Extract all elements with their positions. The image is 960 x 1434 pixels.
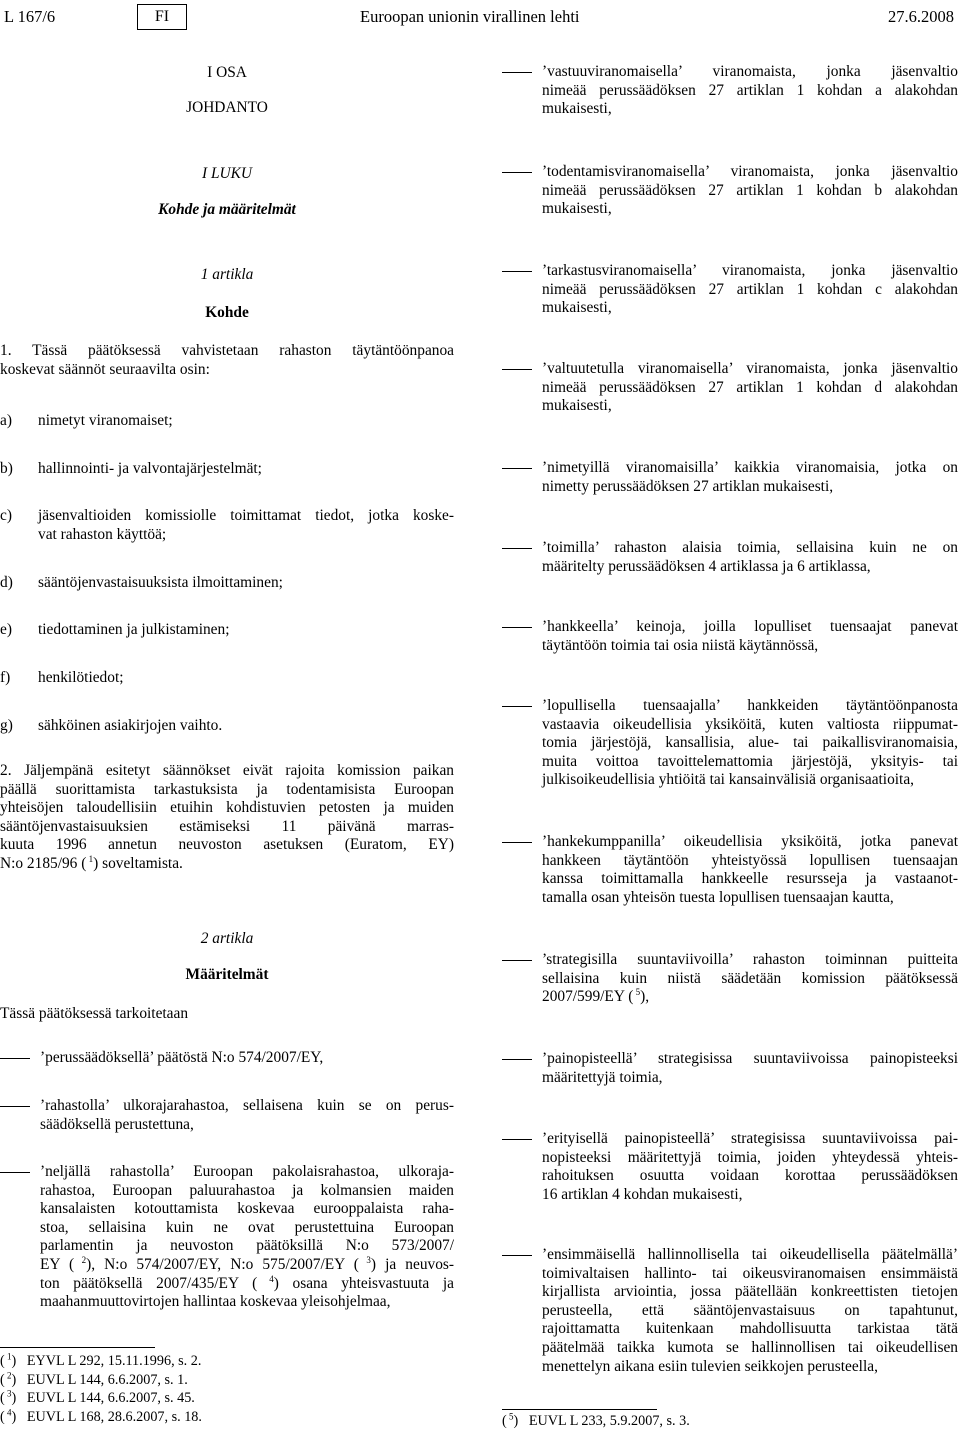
definition-text: ’hankkeella’ keinoja, joilla lopulliset tuensaajat panevat täytäntöön toimia tai osia niistä käytännössä, <box>542 618 958 654</box>
language-code: FI <box>137 4 187 30</box>
list-item-text: hallinnointi- ja valvontajärjestelmät; <box>38 460 262 477</box>
definition-text: ’lopullisella tuensaajalla’ hankkeiden täytäntöönpanosta vastaavia oikeudellisia yksiköitä, kuten valtiosta riippumat- tomia järjestöjä, kansallisia, alue- tai paikallisviranomaisia, muita voittoa tavoittelemattomia järjestöjä, yksityis- tai julkisoikeudellisia yhtiöitä tai kansainvälisiä organisaatioita, <box>542 697 958 789</box>
list-item-label: f) <box>0 669 11 686</box>
footnote: ( $^4$) EUVL L 168, 28.6.2007, s. 18. <box>0 1407 202 1425</box>
dash-bullet <box>502 271 532 272</box>
definition-text: ’erityisellä painopisteellä’ strategisissa suuntaviivoissa pai- nopisteeksi määritettyjä toimia, joiden yhteydessä yhteis- rahoituksen osuutta voidaan korottaa perussäädöksen 16 artiklan 4 kohdan mukaisesti, <box>542 1130 958 1203</box>
list-item-text: jäsenvaltioiden komissiolle toimittamat tiedot, jotka koske- vat rahaston käyttöä; <box>38 507 454 543</box>
part-number: I OSA <box>207 64 247 81</box>
definition-text: ’painopisteellä’ strategisissa suuntaviivoissa painopisteeksi määritettyjä toimia, <box>542 1050 958 1086</box>
chapter-number: I LUKU <box>201 165 253 182</box>
list-item-label: c) <box>0 507 12 524</box>
list-item-text: sääntöjenvastaisuuksista ilmoittaminen; <box>38 574 283 591</box>
dash-bullet <box>502 1059 532 1060</box>
footnote-separator <box>0 1347 155 1348</box>
left-column <box>0 0 454 1434</box>
footnote: ( $^1$) EYVL L 292, 15.11.1996, s. 2. <box>0 1351 202 1369</box>
definition-text: ’strategisilla suuntaviivoilla’ rahaston toiminnan puitteita sellaisina kuin niistä säädetään komission päätöksessä 2007/599/EY ( $^5$), <box>542 951 958 1006</box>
list-item-label: b) <box>0 460 13 477</box>
dash-bullet <box>0 1106 30 1107</box>
list-item-label: d) <box>0 574 13 591</box>
dash-bullet <box>502 842 532 843</box>
definition-text: ’nimetyillä viranomaisilla’ kaikkia viranomaisia, jotka on nimetty perussäädöksen 27 artiklan mukaisesti, <box>542 459 958 495</box>
article-1-number: 1 artikla <box>200 266 254 283</box>
article-2-number: 2 artikla <box>200 930 254 947</box>
dash-bullet <box>502 369 532 370</box>
chapter-title: Kohde ja määritelmät <box>158 201 296 218</box>
list-item-text: nimetyt viranomaiset; <box>38 412 173 429</box>
footnote: ( $^3$) EUVL L 144, 6.6.2007, s. 45. <box>0 1388 195 1407</box>
definition-text: ’todentamisviranomaisella’ viranomaista, jonka jäsenvaltio nimeää perussäädöksen 27 artiklan 1 kohdan b alakohdan mukaisesti, <box>542 163 958 218</box>
dash-bullet <box>502 706 532 707</box>
footnote-separator-right <box>502 1409 657 1410</box>
page-reference: L 167/6 <box>4 7 56 26</box>
article-1-paragraph-2: 2. Jäljempänä esitetyt säännökset eivät rajoita komission paikan päällä suorittamista tarkastuksista ja todentamisista Euroopan yhteisöjen taloudellisiin etuihin kohdistuvien petosten ja muiden sääntöjenvastaisuuksien estämiseksi 11 päivänä marras- kuuta 1996 annetun neuvoston asetuksen (Euratom, EY) N:o 2185/96 ( $^1$) soveltamista. <box>0 762 454 872</box>
list-item-text: sähköinen asiakirjojen vaihto. <box>38 717 223 734</box>
list-item-label: g) <box>0 717 13 734</box>
journal-title: Euroopan unionin virallinen lehti <box>360 7 580 26</box>
article-1-paragraph-1: 1. Tässä päätöksessä vahvistetaan rahaston täytäntöönpanoa koskevat säännöt seuraavilta osin: <box>0 342 454 378</box>
list-item-text: henkilötiedot; <box>38 669 124 686</box>
definition-text: ’tarkastusviranomaisella’ viranomaista, jonka jäsenvaltio nimeää perussäädöksen 27 artiklan 1 kohdan c alakohdan mukaisesti, <box>542 262 958 317</box>
dash-bullet <box>502 468 532 469</box>
dash-bullet <box>502 548 532 549</box>
dash-bullet <box>502 172 532 173</box>
dash-bullet <box>502 627 532 628</box>
definition-text: ’toimilla’ rahaston alaisia toimia, sellaisina kuin ne on määritelty perussäädöksen 4 artiklassa ja 6 artiklassa, <box>542 539 958 575</box>
definition-text: ’hankekumppanilla’ oikeudellisia yksiköitä, jotka panevat hankkeen täytäntöön yhteistyössä lopullisen tuensaajan kanssa toimittamalla hankkeelle resursseja ja vastaanot- tamalla osan yhteisön tuesta lopullisen tuensaajan kautta, <box>542 833 958 906</box>
footnote: ( $^5$) EUVL L 233, 5.9.2007, s. 3. <box>502 1411 690 1429</box>
definition-text: ’vastuuviranomaisella’ viranomaista, jonka jäsenvaltio nimeää perussäädöksen 27 artiklan 1 kohdan a alakohdan mukaisesti, <box>542 63 958 118</box>
right-column <box>502 0 958 1434</box>
definition-text: ’ensimmäisellä hallinnollisella tai oikeudellisella päätelmällä’ toimivaltaisen hallinto- tai oikeusviranomaisen ensimmäistä kirjallista arviointia, jossa päätellään konkreettisten tietojen perusteella, että sääntöjenvastaisuus on tapahtunut, rajoittamatta kuitenkaan mahdollisuutta tarkistaa tätä päätelmää taikka kumota se hallinnollisen tai oikeudellisen menettelyn aikana esiin tulevien seikkojen perusteella, <box>542 1246 958 1375</box>
publication-date: 27.6.2008 <box>888 7 954 26</box>
dash-bullet <box>502 960 532 961</box>
article-2-intro: Tässä päätöksessä tarkoitetaan <box>0 1005 189 1022</box>
definition-text: ’rahastolla’ ulkorajarahastoa, sellaisena kuin se on perus- säädöksellä perustettuna, <box>40 1097 454 1133</box>
dash-bullet <box>502 1255 532 1256</box>
dash-bullet <box>502 72 532 73</box>
definition-text: ’neljällä rahastolla’ Euroopan pakolaisrahastoa, ulkoraja- rahastoa, Euroopan paluurahastoa ja kolmansien maiden kansalaisten kotouttamista koskevaa eurooppalaista raha- stoa, sellaisina kuin ne ovat perustettuina Euroopan parlamentin ja neuvoston päätöksillä N:o 573/2007/ EY ( $^2$), N:o 574/2007/EY, N:o 575/2007/EY ( $^3$) ja neuvos- ton päätöksellä 2007/435/EY ( $^4$) osana yhteisvastuuta ja maahanmuuttovirtojen hallintaa koskevaa yleisohjelmaa, <box>40 1163 455 1311</box>
part-title: JOHDANTO <box>186 99 268 116</box>
definition-text: ’perussäädöksellä’ päätöstä N:o 574/2007/EY, <box>40 1049 324 1066</box>
article-2-title: Määritelmät <box>185 966 269 983</box>
list-item-text: tiedottaminen ja julkistaminen; <box>38 621 230 638</box>
p2-last-line: N:o 2185/96 ( $^1$) soveltamista. <box>0 853 183 872</box>
footnote: ( $^2$) EUVL L 144, 6.6.2007, s. 1. <box>0 1369 188 1388</box>
article-1-title: Kohde <box>205 304 249 321</box>
list-item-label: e) <box>0 621 12 638</box>
definition-text: ’valtuutetulla viranomaisella’ viranomaista, jonka jäsenvaltio nimeää perussäädöksen 27 artiklan 1 kohdan d alakohdan mukaisesti, <box>542 360 958 415</box>
list-item-label: a) <box>0 412 12 429</box>
dash-bullet <box>0 1172 30 1173</box>
dash-bullet <box>0 1058 30 1059</box>
dash-bullet <box>502 1139 532 1140</box>
